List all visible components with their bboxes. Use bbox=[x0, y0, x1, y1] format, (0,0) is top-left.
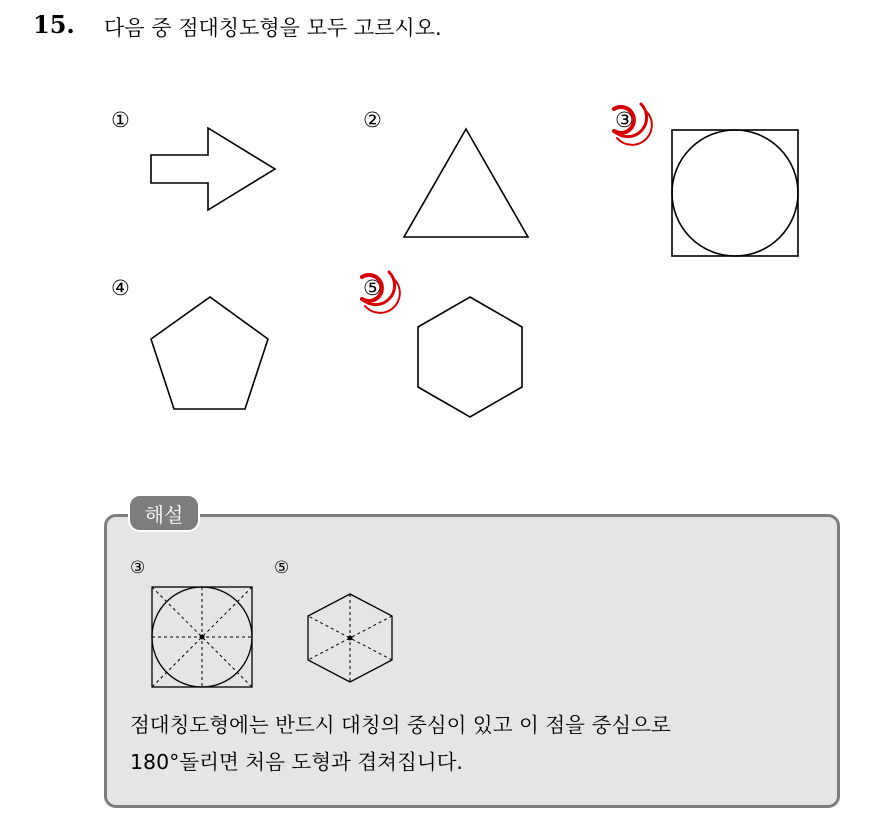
option-2-label: ② bbox=[363, 108, 382, 132]
option-4-label: ④ bbox=[111, 276, 130, 300]
solution-figure-5-label: ⑤ bbox=[274, 558, 290, 578]
solution-figure-3-label: ③ bbox=[130, 558, 146, 578]
solution-line-2: 180°돌리면 처음 도형과 겹쳐집니다. bbox=[130, 750, 463, 774]
solution-hexagon-center-point bbox=[348, 636, 353, 641]
solution-circle-square-center-point bbox=[200, 635, 205, 640]
option-5-label: ⑤ bbox=[363, 276, 382, 300]
solution-tab: 해설 bbox=[128, 494, 200, 532]
question-text: 다음 중 점대칭도형을 모두 고르시오. bbox=[104, 16, 442, 40]
solution-text bbox=[130, 707, 830, 781]
question-number: 15. bbox=[33, 10, 75, 39]
option-3-label: ③ bbox=[615, 108, 634, 132]
option-1-label: ① bbox=[111, 108, 130, 132]
solution-line-1: 점대칭도형에는 반드시 대칭의 중심이 있고 이 점을 중심으로 bbox=[130, 713, 671, 737]
